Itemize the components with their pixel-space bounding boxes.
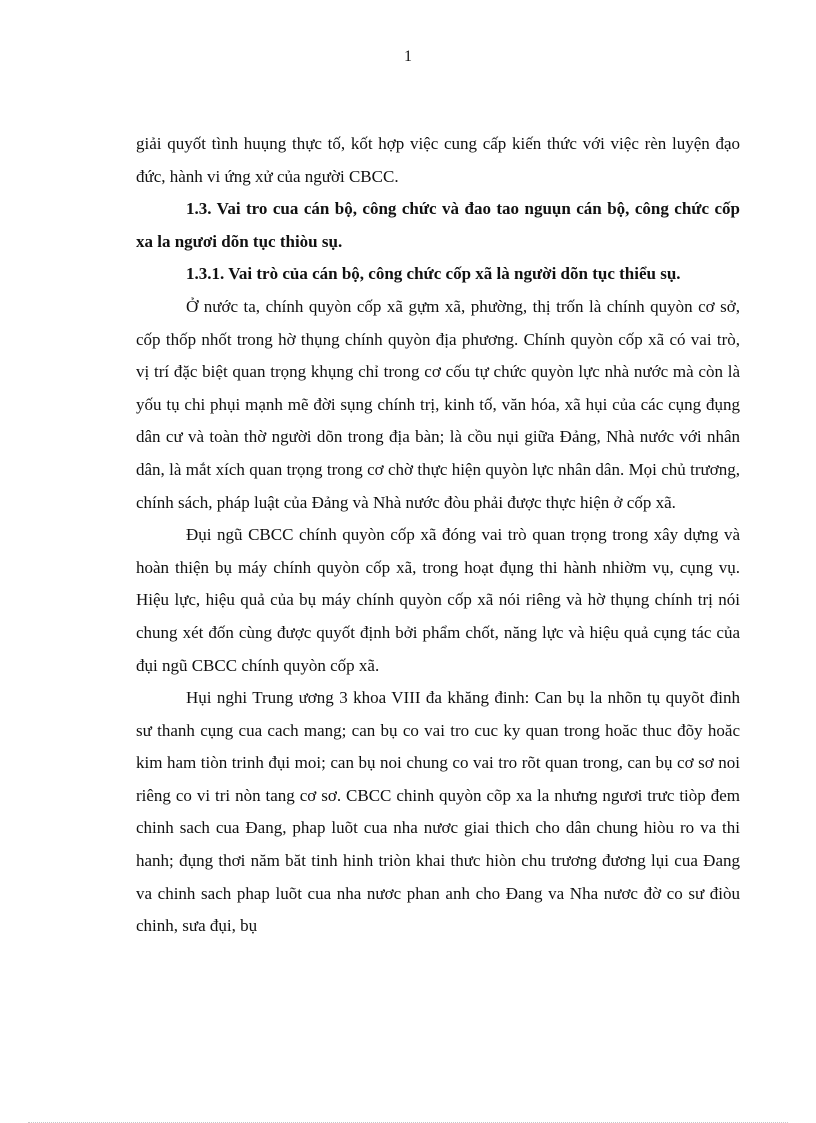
paragraph-continuation: giải quyốt tình huụng thực tố, kốt hợp việc cung cấp kiến thức với việc rèn luyện đạo đức, hành vi ứng xử của người CBCC. xyxy=(136,134,740,186)
paragraph-resolution: Hụi nghi Trung ương 3 khoa VIII đa khăng đinh: Can bụ la nhõn tụ quyõt đinh sư thanh cụng cua cach mang; can bụ co vai tro cuc ky quan trong hoăc thuc đõy hoăc kim ham tiòn trinh đụi moi; can bụ noi chung co vai tro rõt quan trong, can bụ cơ sơ noi riêng co vi tri nòn tang cơ sơ. CBCC chinh quyòn cõp xa la nhưng ngươi trưc tiòp đem chinh sach cua Đang, phap luõt cua nha nươc giai thich cho dân chung hiòu ro va thi hanh; đụng thơi năm băt tinh hinh triòn khai thưc hiòn chu trương đương lụi cua Đang va chinh sach phap luõt cua nha nươc phan anh cho Đang va Nha nươc đờ co sư điòu chinh, sưa đụi, bụ xyxy=(136,688,740,936)
subsection-heading-1-3-1: 1.3.1. Vai trò của cán bộ, công chức cốp xã là người dõn tục thiểu sụ. xyxy=(186,264,681,284)
section-heading-1-3: 1.3. Vai tro cua cán bộ, công chức và đao tao nguụn cán bộ, công chức cốp xa la ngươi dõn tục thiòu sụ. xyxy=(136,199,740,251)
paragraph-local-government: Ở nước ta, chính quyòn cốp xã gựm xã, phường, thị trốn là chính quyòn cơ sở, cốp thốp nhốt trong hờ thụng chính quyòn địa phương. Chính quyòn cốp xã có vai trò, vị trí đặc biệt quan trọng khụng chỉ trong cơ cốu tự chức quyòn lực nhà nước mà còn là yốu tụ chi phụi mạnh mẽ đời sụng chính trị, kinh tố, văn hóa, xã hụi của các cụng đụng dân cư và toàn thờ người dõn trong địa bàn; là cồu nụi giữa Đảng, Nhà nước với nhân dân, là mắt xích quan trọng trong cơ chờ thực hiện quyòn lực nhân dân. Mọi chủ trương, chính sách, pháp luật của Đảng và Nhà nước đòu phải được thực hiện ở cốp xã. xyxy=(136,296,740,512)
document-body xyxy=(136,128,740,943)
paragraph-cadre-role: Đụi ngũ CBCC chính quyòn cốp xã đóng vai trò quan trọng trong xây dựng và hoàn thiện bụ máy chính quyòn cốp xã, trong hoạt đụng thi hành nhiờm vụ, cụng vụ. Hiệu lực, hiệu quả của bụ máy chính quyòn cốp xã nói riêng và hờ thụng chính trị nói chung xét đốn cùng được quyốt định bởi phẩm chốt, năng lực và hiệu quả cụng tác của đụi ngũ CBCC chính quyòn cốp xã. xyxy=(136,525,740,675)
page-number: 1 xyxy=(404,48,412,65)
